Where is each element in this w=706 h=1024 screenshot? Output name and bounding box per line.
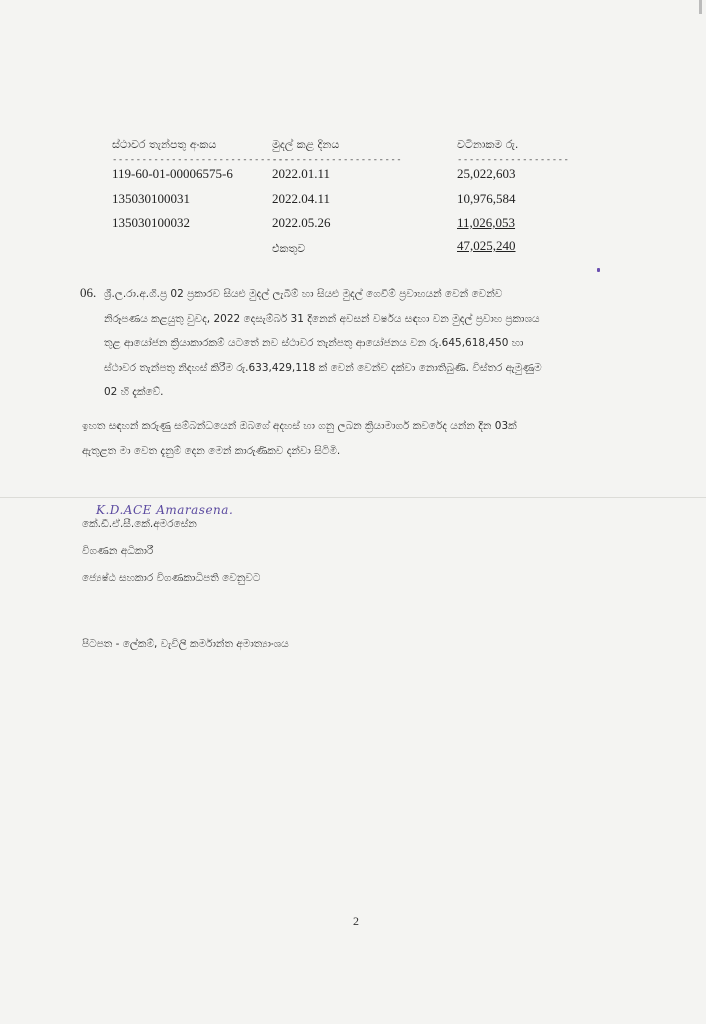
header-dash-date: ---------------------- [272,155,403,165]
row-1-account: 119-60-01-00006575-6 [112,166,233,181]
paragraph-06-line: 02 හි දැක්වේ. [104,386,164,398]
signatory-name: කේ.ඩී.ඒ.සී.කේ.අමරසේන [82,518,197,530]
copy-to: පිටපත - ලේකම්, වැවිලි කර්මාන්ත අමාත්‍යාංශය [82,638,289,650]
ink-dot [597,268,600,272]
paragraph-number: 06. [80,285,97,300]
handwritten-signature: K.D.ACE Amarasena. [96,503,234,517]
signatory-title: විගණන අධිකාරී [82,545,154,557]
signatory-on-behalf: ජ්‍යෙෂ්ඨ සහකාර විගණකාධිපති වෙනුවට [82,572,261,584]
closing-paragraph [82,414,642,463]
total-label: එකතුව [272,242,306,255]
row-3-amount: 11,026,053 [457,215,516,230]
paragraph-06-line: තුළ ආයෝජන ක්‍රියාකාරකම් යටතේ නව ස්ථාවර තැන්පතු ආයෝජනය වන රු.645,618,450 හා [104,337,524,349]
paragraph-06-line: ශ්‍රී.ල.රා.අ.ගි.ප්‍ර 02 ප්‍රකාරව සියළු මුදල් ලැබීම් හා සියළු මුදල් ගෙවීම් ප්‍රවාහයන් වෙන් වෙන්ව [104,288,503,300]
paragraph-06-line: නිරූපණය කළයුතු වුවද, 2022 දෙසැම්බර් 31 දිනෙන් අවසන් වර්ෂය සඳහා වන මුදල් ප්‍රවාහ ප්‍රකාශය [104,312,540,325]
corner-mark [699,0,702,14]
paragraph-06 [104,282,604,405]
fold-line [0,497,706,498]
row-1-amount: 25,022,603 [457,166,516,181]
paragraph-06-line: ස්ථාවර තැන්පතු නිදහස් කිරීම රු.633,429,118 ක් වෙන් වෙන්ව දක්වා නොතිබුණි. විස්තර ඇමුණුම [104,361,542,374]
page-number: 2 [353,914,359,928]
row-1-date: 2022.01.11 [272,166,331,181]
row-3-account: 135030100032 [112,215,190,230]
header-dash-amount: ------------------- [457,155,570,165]
row-2-date: 2022.04.11 [272,191,331,206]
closing-line: ඉහත සඳහන් කරුණු සම්බන්ධයෙන් ඔබගේ අදහස් හා ගනු ලබන ක්‍රියාමාර්ග කවරේද යන්න දින 03ක් [82,420,517,432]
header-amount: වටිනාකම රු. [457,138,519,151]
closing-line: ඇතුළත මා වෙත දැනුම් දෙන මෙන් කාරුණිකව දන්වා සිටිමි. [82,444,341,457]
header-date: මුදල් කළ දිනය [272,138,340,151]
total-amount: 47,025,240 [457,238,516,253]
header-dash-account: ------------------------------ [112,155,290,165]
header-account: ස්ථාවර තැන්පතු අංකය [112,138,217,151]
row-3-date: 2022.05.26 [272,215,331,230]
row-2-account: 135030100031 [112,191,190,206]
row-2-amount: 10,976,584 [457,191,516,206]
